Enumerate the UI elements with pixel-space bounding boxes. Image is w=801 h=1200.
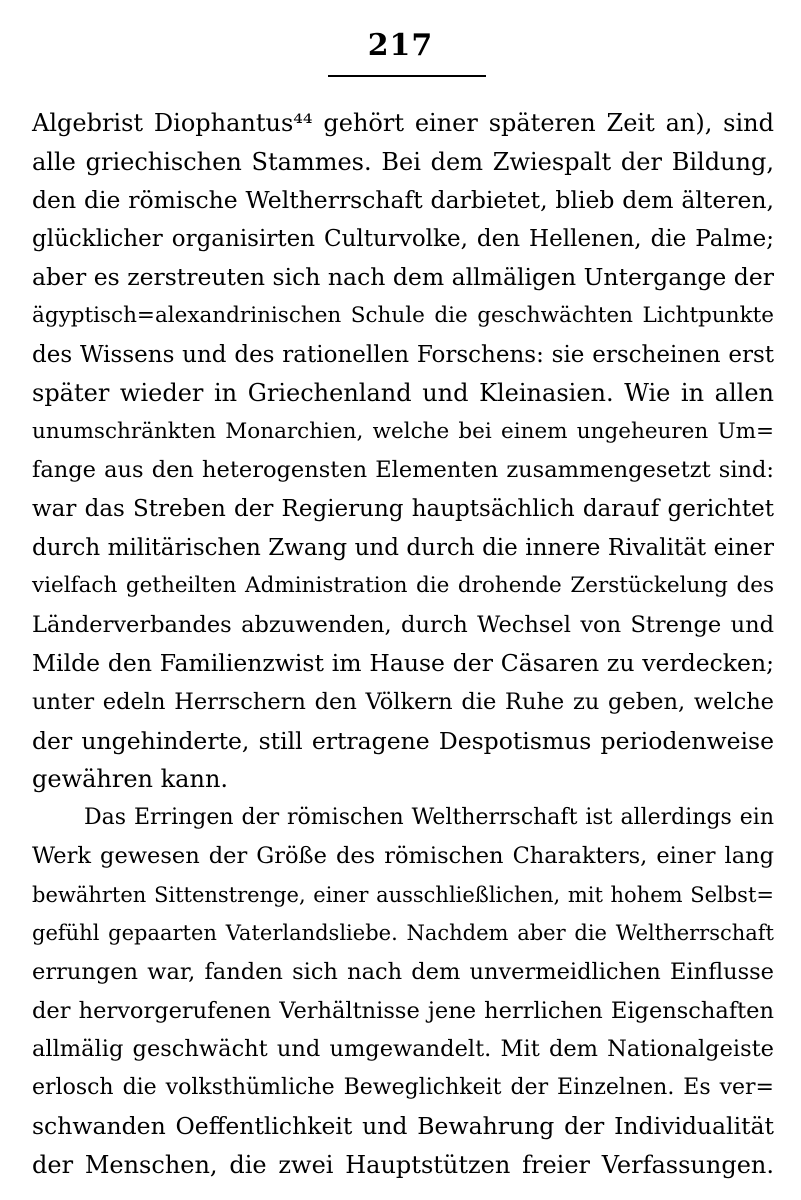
text-line: der ungehinderte, still ertragene Despotismus periodenweise	[32, 726, 774, 755]
text-line: Werk gewesen der Größe des römischen Charakters, einer lang	[32, 843, 774, 870]
text-line: der Menschen, die zwei Hauptstützen freier Verfassungen.	[32, 1151, 774, 1180]
text-line: Milde den Familienzwist im Hause der Cäsaren zu verdecken;	[32, 649, 774, 678]
text-line: des Wissens und des rationellen Forschens: sie erscheinen erst	[32, 341, 774, 368]
text-line: errungen war, fanden sich nach dem unvermeidlichen Einflusse	[32, 959, 774, 986]
text-line: allmälig geschwächt und umgewandelt. Mit dem Nationalgeiste	[32, 1036, 774, 1063]
text-line: Länderverbandes abzuwenden, durch Wechsel von Strenge und	[32, 611, 774, 638]
text-line: alle griechischen Stammes. Bei dem Zwiespalt der Bildung,	[32, 147, 774, 176]
paragraph-end-line: gewähren kann.	[32, 765, 229, 794]
text-line: durch militärischen Zwang und durch die innere Rivalität einer	[32, 534, 774, 561]
text-line: ägyptisch=alexandrinischen Schule die geschwächten Lichtpunkte	[32, 302, 774, 328]
header-rule	[328, 75, 486, 77]
body-text	[32, 104, 774, 1185]
text-line: fange aus den heterogensten Elementen zusammengesetzt sind:	[32, 457, 774, 484]
text-line: erlosch die volksthümliche Beweglichkeit der Einzelnen. Es ver=	[32, 1074, 774, 1100]
text-line: war das Streben der Regierung hauptsächlich darauf gerichtet	[32, 495, 774, 522]
text-line: schwanden Oeffentlichkeit und Bewahrung der Individualität	[32, 1112, 774, 1141]
text-line: vielfach getheilten Administration die drohende Zerstückelung des	[32, 573, 774, 599]
text-line: bewährten Sittenstrenge, einer ausschließlichen, mit hohem Selbst=	[32, 882, 774, 907]
text-line: unter edeln Herrschern den Völkern die Ruhe zu geben, welche	[32, 688, 774, 715]
page-number: 217	[367, 28, 434, 63]
text-line: der hervorgerufenen Verhältnisse jene herrlichen Eigenschaften	[32, 997, 774, 1024]
text-line: aber es zerstreuten sich nach dem allmäligen Untergange der	[32, 263, 774, 292]
text-line: gefühl gepaarten Vaterlandsliebe. Nachdem aber die Weltherrschaft	[32, 921, 774, 946]
text-line: später wieder in Griechenland und Kleinasien. Wie in allen	[32, 379, 774, 408]
text-line: Algebrist Diophantus⁴⁴ gehört einer späteren Zeit an), sind	[32, 109, 774, 137]
text-line: den die römische Weltherrschaft darbietet, blieb dem älteren,	[32, 186, 774, 215]
paragraph-start-line: Das Erringen der römischen Weltherrschaft ist allerdings ein	[84, 804, 774, 830]
text-line: unumschränkten Monarchien, welche bei einem ungeheuren Um=	[32, 418, 774, 444]
text-line: glücklicher organisirten Culturvolke, den Hellenen, die Palme;	[32, 225, 774, 252]
